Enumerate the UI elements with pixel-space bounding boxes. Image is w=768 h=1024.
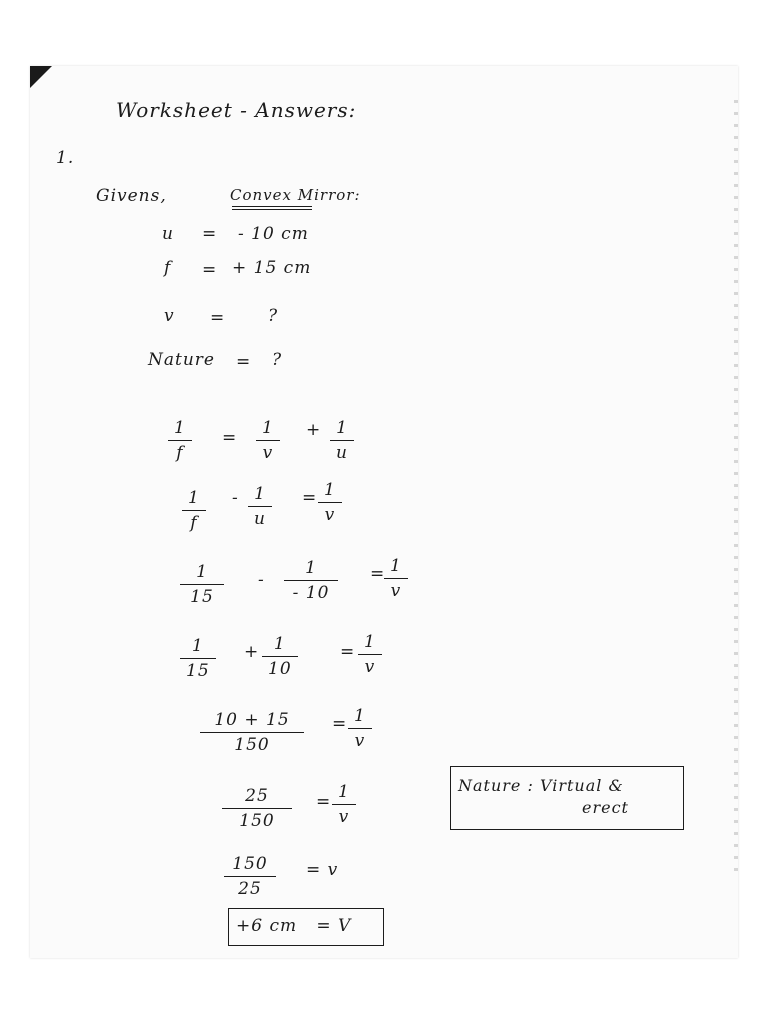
step2-b-frac: 1 u (248, 484, 272, 529)
folded-corner (30, 66, 52, 88)
mirror-underline (232, 206, 312, 210)
step4-result-frac: 1 v (358, 632, 382, 677)
step2-a-frac: 1 f (182, 488, 206, 533)
given-nature-symbol: Nature (148, 350, 215, 370)
step4-b-frac: 1 10 (262, 634, 298, 679)
step6-a-frac: 25 150 (222, 786, 292, 831)
givens-label: Givens, (96, 186, 167, 206)
step5-a-frac: 10 + 15 150 (200, 710, 304, 755)
step1-op2: + (306, 420, 322, 440)
step4-a-frac: 1 15 (180, 636, 216, 681)
given-nature-eq: = (236, 352, 252, 372)
step1-op1: = (222, 428, 238, 448)
step2-op2: = (302, 488, 318, 508)
nature-line1: Nature : Virtual & (458, 776, 624, 795)
step5-op2: = (332, 714, 348, 734)
given-v-symbol: v (164, 306, 175, 326)
step6-result-frac: 1 v (332, 782, 356, 827)
given-f-value: + 15 cm (232, 258, 312, 278)
given-v-eq: = (210, 308, 226, 328)
nature-line2: erect (582, 798, 629, 817)
given-f-symbol: f (164, 258, 172, 278)
given-nature-value: ? (272, 350, 283, 370)
step7-a-frac: 150 25 (224, 854, 276, 899)
given-u-eq: = (202, 224, 218, 244)
question-number: 1. (56, 148, 75, 168)
step1-b-frac: 1 u (330, 418, 354, 463)
given-u-symbol: u (162, 224, 174, 244)
step4-op2: = (340, 642, 356, 662)
step3-result-frac: 1 v (384, 556, 408, 601)
step2-op1: - (232, 488, 239, 508)
step6-op2: = (316, 792, 332, 812)
given-v-value: ? (268, 306, 279, 326)
step3-b-frac: 1 - 10 (284, 558, 338, 603)
step3-a-frac: 1 15 (180, 562, 224, 607)
page-title: Worksheet - Answers: (116, 98, 357, 122)
step1-a-frac: 1 v (256, 418, 280, 463)
step7-op2: = v (306, 860, 339, 880)
step1-lhs-frac: 1 f (168, 418, 192, 463)
step4-op1: + (244, 642, 260, 662)
mirror-label: Convex Mirror: (230, 186, 361, 204)
step2-result-frac: 1 v (318, 480, 342, 525)
given-f-eq: = (202, 260, 218, 280)
step3-op1: - (258, 570, 265, 590)
given-u-value: - 10 cm (238, 224, 309, 244)
step3-op2: = (370, 564, 386, 584)
step5-result-frac: 1 v (348, 706, 372, 751)
perforated-edge (734, 100, 738, 880)
final-answer: +6 cm = V (236, 916, 352, 936)
